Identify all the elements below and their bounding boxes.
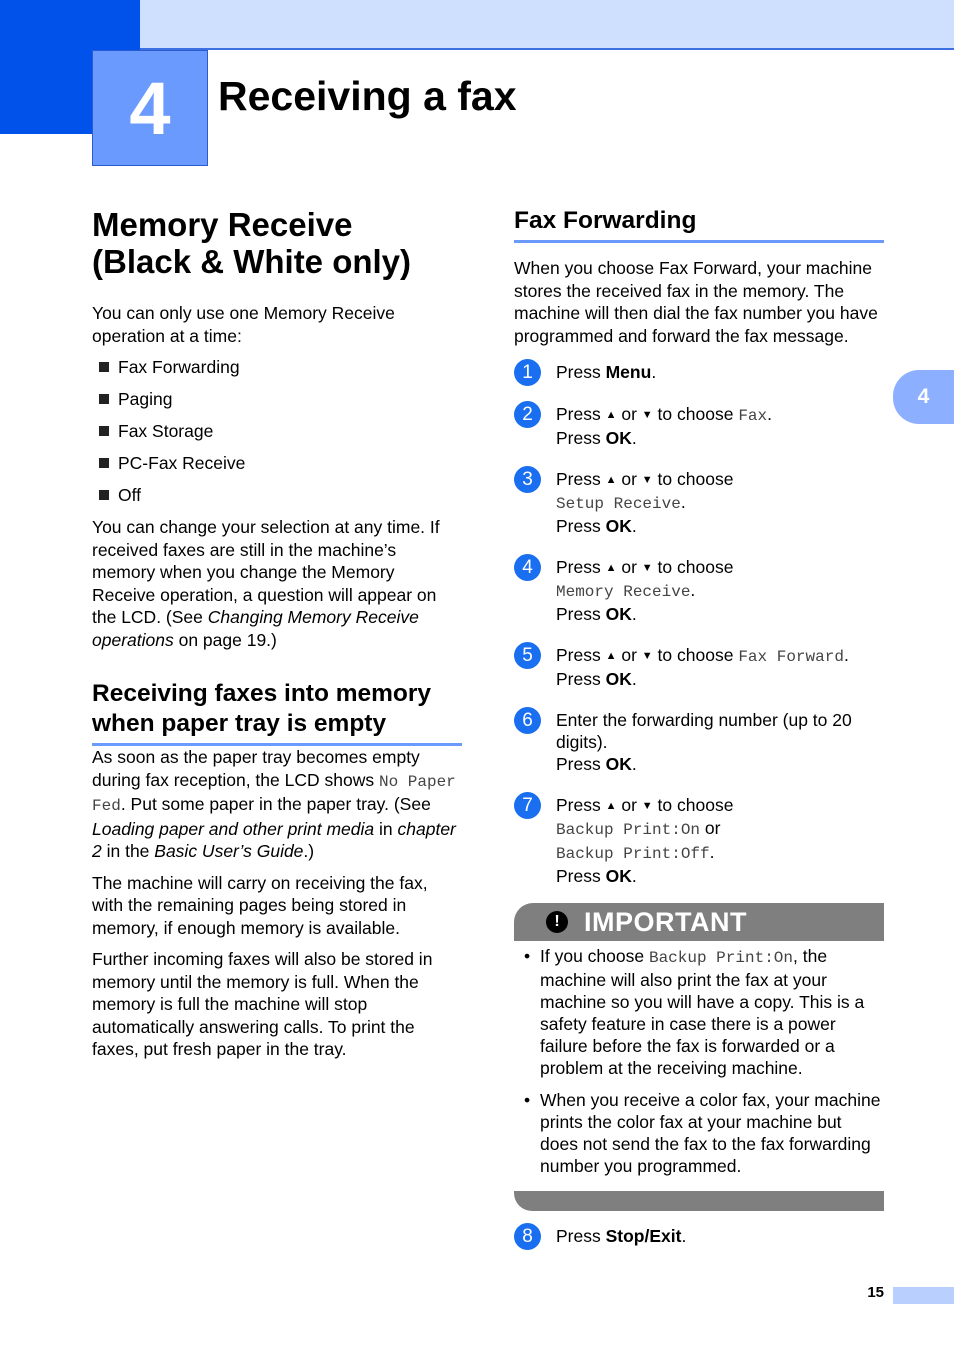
top-header-band	[140, 0, 954, 50]
ok-key: OK	[605, 516, 632, 536]
step-8: 8 Press Stop/Exit.	[514, 1225, 884, 1247]
list-item: • If you choose Backup Print:On, the machine will also print the fax at your machine so you will have a copy. This is a safety feature in case there is a power failure before the fax is forwarded or a problem at the receiving machine.	[524, 946, 865, 1078]
square-bullet-icon	[99, 458, 109, 468]
paper-empty-heading: Receiving faxes into memory when paper tray is empty	[92, 679, 462, 746]
list-item: Fax Storage	[92, 420, 462, 442]
up-arrow-icon: ▲	[605, 650, 617, 662]
left-column	[92, 206, 462, 1070]
lcd-option: Setup Receive	[556, 495, 681, 513]
up-arrow-icon: ▲	[605, 474, 617, 486]
memory-receive-heading-line2: (Black & White only)	[92, 243, 412, 280]
paper-empty-paragraph-3: Further incoming faxes will also be stored in memory until the memory is full. When the memory is full the machine will stop automatically answering calls. To print the faxes, put fresh paper in the tray.	[92, 949, 433, 1059]
ok-key: OK	[605, 428, 632, 448]
important-banner	[514, 903, 884, 941]
square-bullet-icon	[99, 394, 109, 404]
ok-key: OK	[605, 604, 632, 624]
bullet-icon: •	[524, 946, 531, 966]
step-number-icon: 6	[514, 707, 541, 734]
step-1: 1 Press Menu.	[514, 361, 884, 383]
down-arrow-icon: ▼	[641, 409, 653, 421]
lcd-option: Backup Print:On	[556, 821, 701, 839]
important-footer-bar	[514, 1191, 884, 1211]
lcd-message: No Paper Fed	[92, 772, 456, 815]
cross-reference-link[interactable]: Loading paper and other print media	[92, 818, 375, 839]
chapter-side-tab[interactable]: 4	[893, 370, 954, 424]
lcd-option: Fax	[738, 407, 768, 425]
down-arrow-icon: ▼	[641, 650, 653, 662]
up-arrow-icon: ▲	[605, 562, 617, 574]
list-item: Paging	[92, 388, 462, 410]
lcd-option: Fax Forward	[738, 648, 844, 666]
important-list	[514, 945, 884, 1177]
chapter-title: Receiving a fax	[218, 73, 517, 119]
square-bullet-icon	[99, 426, 109, 436]
square-bullet-icon	[99, 490, 109, 500]
down-arrow-icon: ▼	[641, 474, 653, 486]
lcd-option: Backup Print:Off	[556, 845, 710, 863]
fax-forwarding-intro: When you choose Fax Forward, your machine stores the received fax in the memory. The machine will then dial the fax number you have programmed and forward the fax message.	[514, 258, 878, 346]
step-5: 5 Press ▲ or ▼ to choose Fax Forward. Press OK.	[514, 644, 884, 690]
paper-empty-paragraph-2: The machine will carry on receiving the fax, with the remaining pages being stored in memory, if enough memory is available.	[92, 872, 428, 938]
step-number-icon: 3	[514, 466, 541, 493]
list-item: Fax Forwarding	[92, 356, 462, 378]
page-number-bar	[893, 1287, 954, 1304]
step-number-icon: 7	[514, 792, 541, 819]
important-title: IMPORTANT	[584, 906, 747, 937]
up-arrow-icon: ▲	[605, 409, 617, 421]
bullet-icon: •	[524, 1090, 531, 1110]
down-arrow-icon: ▼	[641, 562, 653, 574]
menu-key: Menu	[605, 362, 652, 382]
right-column	[514, 206, 884, 1259]
cross-reference-link[interactable]: Changing Memory Receive operations	[92, 607, 419, 650]
paper-empty-paragraph-1: As soon as the paper tray becomes empty during fax reception, the LCD shows No Paper Fed. Put some paper in the paper tray. (See Loading paper and other print media in chapter 2 in the Basic User’s Guide.)	[92, 747, 456, 861]
chapter-number-box: 4	[92, 50, 208, 166]
change-selection-paragraph: You can change your selection at any time. If received faxes are still in the machine’s memory when you change the Memory Receive operation, a question will appear on the LCD. (See Changing Memory Receive operations on page 19.)	[92, 517, 440, 650]
step-number-icon: 8	[514, 1223, 541, 1250]
fax-forwarding-heading: Fax Forwarding	[514, 206, 884, 243]
step-2: 2 Press ▲ or ▼ to choose Fax. Press OK.	[514, 403, 884, 449]
list-item: Off	[92, 484, 462, 506]
step-3: 3 Press ▲ or ▼ to choose Setup Receive. Press OK.	[514, 468, 884, 537]
list-item: PC-Fax Receive	[92, 452, 462, 474]
step-number-icon: 4	[514, 554, 541, 581]
list-item: • When you receive a color fax, your machine prints the color fax at your machine but does not send the fax to the fax forwarding number you programmed.	[524, 1090, 881, 1176]
ok-key: OK	[605, 866, 632, 886]
step-number-icon: 5	[514, 642, 541, 669]
lcd-option: Backup Print:On	[648, 949, 793, 967]
memory-receive-intro: You can only use one Memory Receive operation at a time:	[92, 303, 395, 346]
lcd-option: Memory Receive	[556, 583, 691, 601]
warning-icon: !	[546, 911, 568, 933]
step-7: 7 Press ▲ or ▼ to choose Backup Print:On or Backup Print:Off. Press OK.	[514, 794, 884, 887]
step-number-icon: 2	[514, 401, 541, 428]
memory-receive-options	[92, 356, 462, 506]
square-bullet-icon	[99, 362, 109, 372]
ok-key: OK	[605, 669, 632, 689]
ok-key: OK	[605, 754, 632, 774]
step-6: 6 Enter the forwarding number (up to 20 digits). Press OK.	[514, 709, 884, 775]
page-number: 15	[867, 1284, 884, 1301]
down-arrow-icon: ▼	[641, 800, 653, 812]
step-number-icon: 1	[514, 359, 541, 386]
up-arrow-icon: ▲	[605, 800, 617, 812]
memory-receive-heading	[92, 206, 462, 280]
stop-exit-key: Stop/Exit	[605, 1226, 682, 1246]
step-4: 4 Press ▲ or ▼ to choose Memory Receive. Press OK.	[514, 556, 884, 625]
memory-receive-heading-line1: Memory Receive	[92, 206, 353, 243]
